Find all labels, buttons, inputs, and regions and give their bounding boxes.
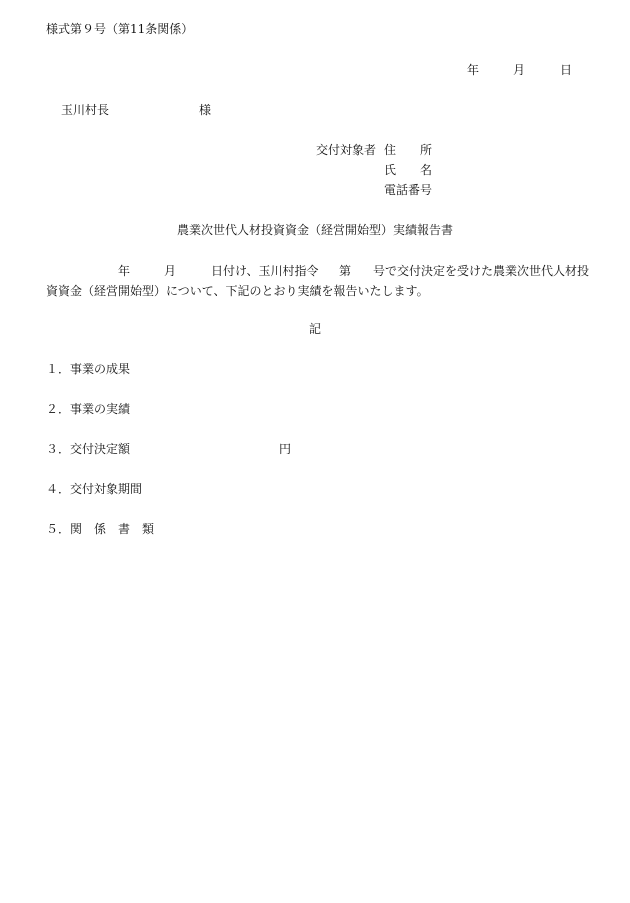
item-grant-period: ４．交付対象期間 (46, 482, 143, 496)
applicant-phone-label: 電話番号 (384, 183, 433, 197)
applicant-name-label: 氏 名 (384, 163, 433, 177)
body-number-suffix: 号で交付決定を受けた農業次世代人材投 (373, 264, 590, 278)
body-number-prefix: 第 (339, 264, 352, 278)
ki-heading: 記 (308, 322, 321, 336)
body-line-2: 資資金（経営開始型）について、下記のとおり実績を報告いたします。 (46, 284, 429, 298)
body-month-label: 月 (164, 264, 177, 278)
item-grant-amount-unit: 円 (279, 442, 292, 456)
item-related-documents: ５．関 係 書 類 (46, 522, 155, 536)
addressee-name: 玉川村長 (61, 103, 110, 117)
form-number: 様式第９号（第11条関係） (46, 22, 194, 36)
item-achievements: ２．事業の実績 (46, 402, 131, 416)
document-title: 農業次世代人材投資資金（経営開始型）実績報告書 (176, 223, 453, 237)
applicant-address-label: 住 所 (384, 143, 433, 157)
date-month-label: 月 (513, 63, 526, 77)
body-line-1 (0, 263, 630, 279)
addressee-suffix: 様 (199, 103, 212, 117)
body-day-text: 日付け、玉川村指令 (211, 264, 319, 278)
date-year-label: 年 (467, 63, 480, 77)
item-grant-amount: ３．交付決定額 (46, 442, 131, 456)
item-results: １．事業の成果 (46, 362, 131, 376)
date-day-label: 日 (560, 63, 573, 77)
applicant-label: 交付対象者 (316, 143, 377, 157)
body-year-label: 年 (118, 264, 131, 278)
